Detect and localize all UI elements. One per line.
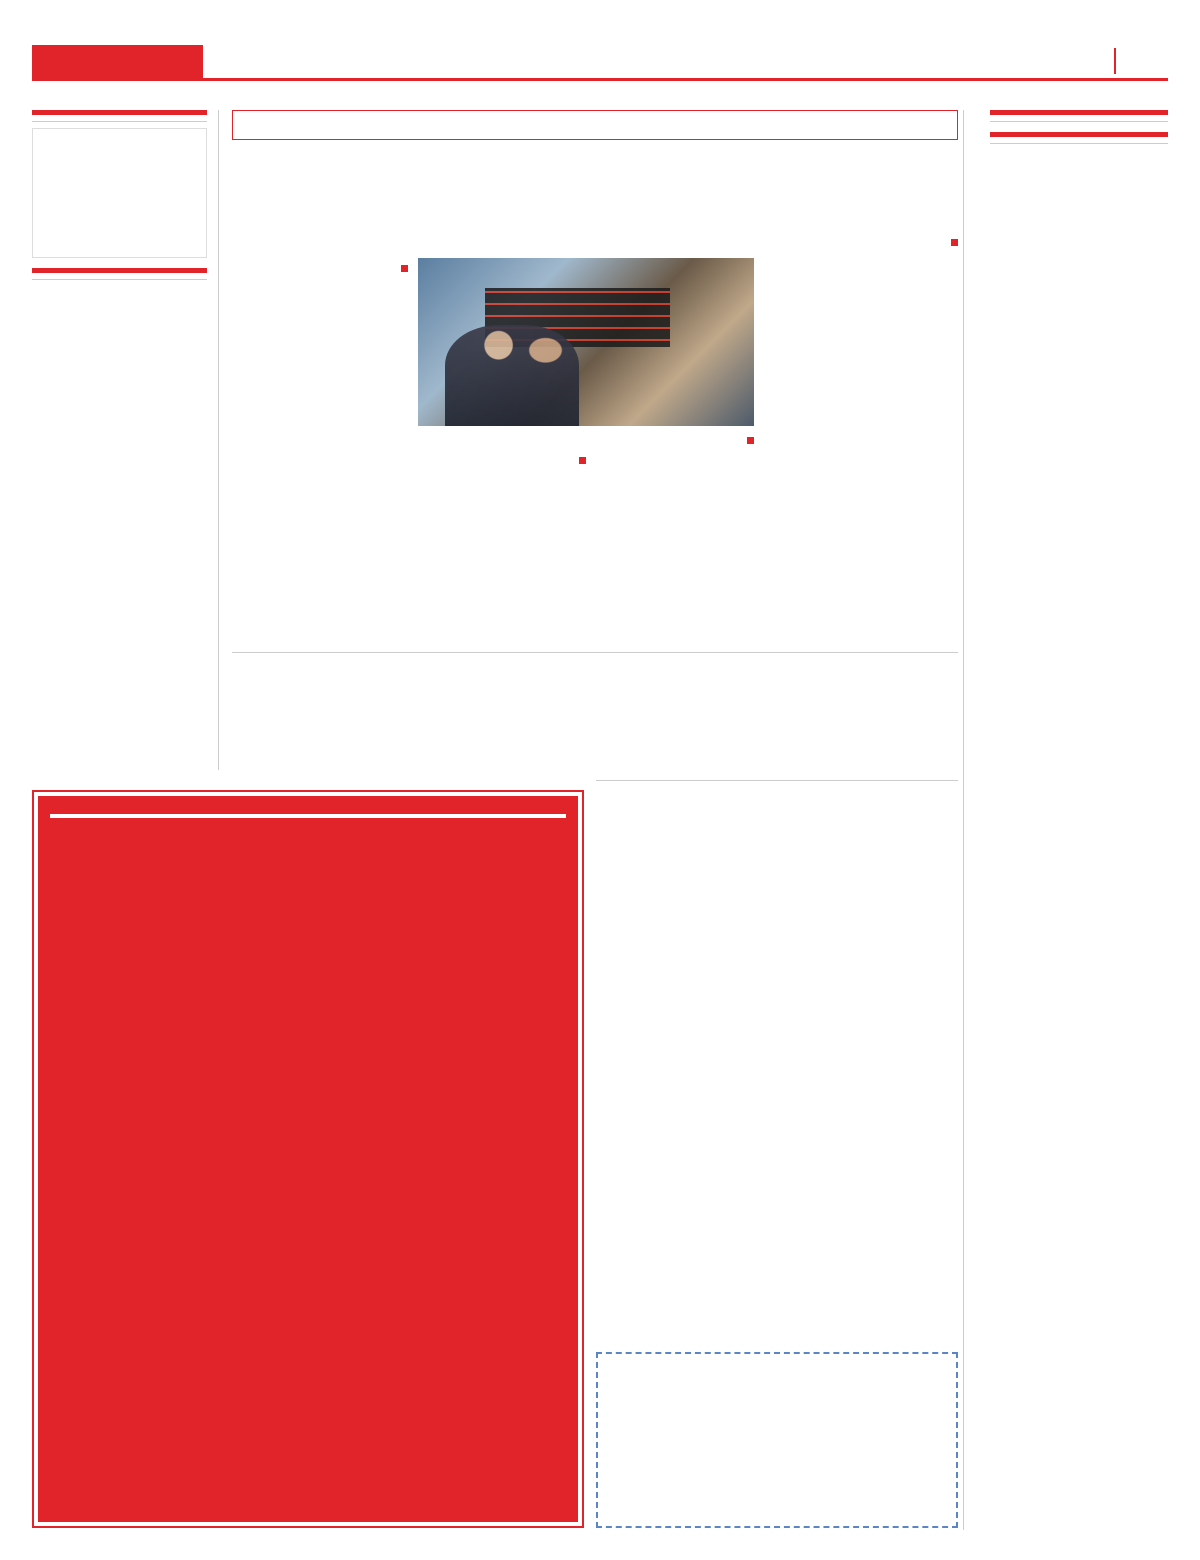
appliance-col-3 <box>418 684 590 770</box>
section-divider <box>1114 48 1116 74</box>
main-col-4 <box>232 258 408 642</box>
chart-plot <box>33 159 206 255</box>
ad-table-wrap <box>50 814 566 818</box>
right-column <box>990 110 1168 154</box>
header-rule <box>32 78 1168 81</box>
section-rule <box>596 780 958 781</box>
fx-table <box>232 110 958 140</box>
box-title <box>32 273 207 280</box>
chart-title <box>33 129 206 135</box>
subhead <box>232 260 408 277</box>
subsidy-col-2 <box>596 878 772 1342</box>
subhead <box>596 432 754 449</box>
tender-notice <box>596 1352 958 1528</box>
food-chart <box>32 128 207 258</box>
section-rule <box>232 652 958 653</box>
bullet-square-icon <box>579 457 586 464</box>
main-col-1 <box>766 232 958 642</box>
column-rule <box>963 110 964 1530</box>
bullet-square-icon <box>401 265 408 272</box>
subhead <box>418 452 586 469</box>
auction-ad <box>32 790 584 1528</box>
subsidy-col-1 <box>780 878 958 1342</box>
main-col-3 <box>418 452 586 642</box>
notice-body <box>604 1364 950 1474</box>
appliance-col-1 <box>780 684 958 770</box>
appliance-col-4 <box>232 660 410 770</box>
column-rule <box>218 110 219 770</box>
masthead-logo <box>32 45 203 78</box>
subhead <box>766 234 958 251</box>
box-title <box>32 115 207 122</box>
box-title <box>990 115 1168 122</box>
appliance-col-2 <box>596 684 774 770</box>
box-title <box>990 137 1168 144</box>
bullet-square-icon <box>747 437 754 444</box>
bullet-square-icon <box>951 239 958 246</box>
stock-exchange-photo <box>418 258 754 426</box>
main-col-2 <box>596 430 754 642</box>
left-column <box>32 110 207 286</box>
